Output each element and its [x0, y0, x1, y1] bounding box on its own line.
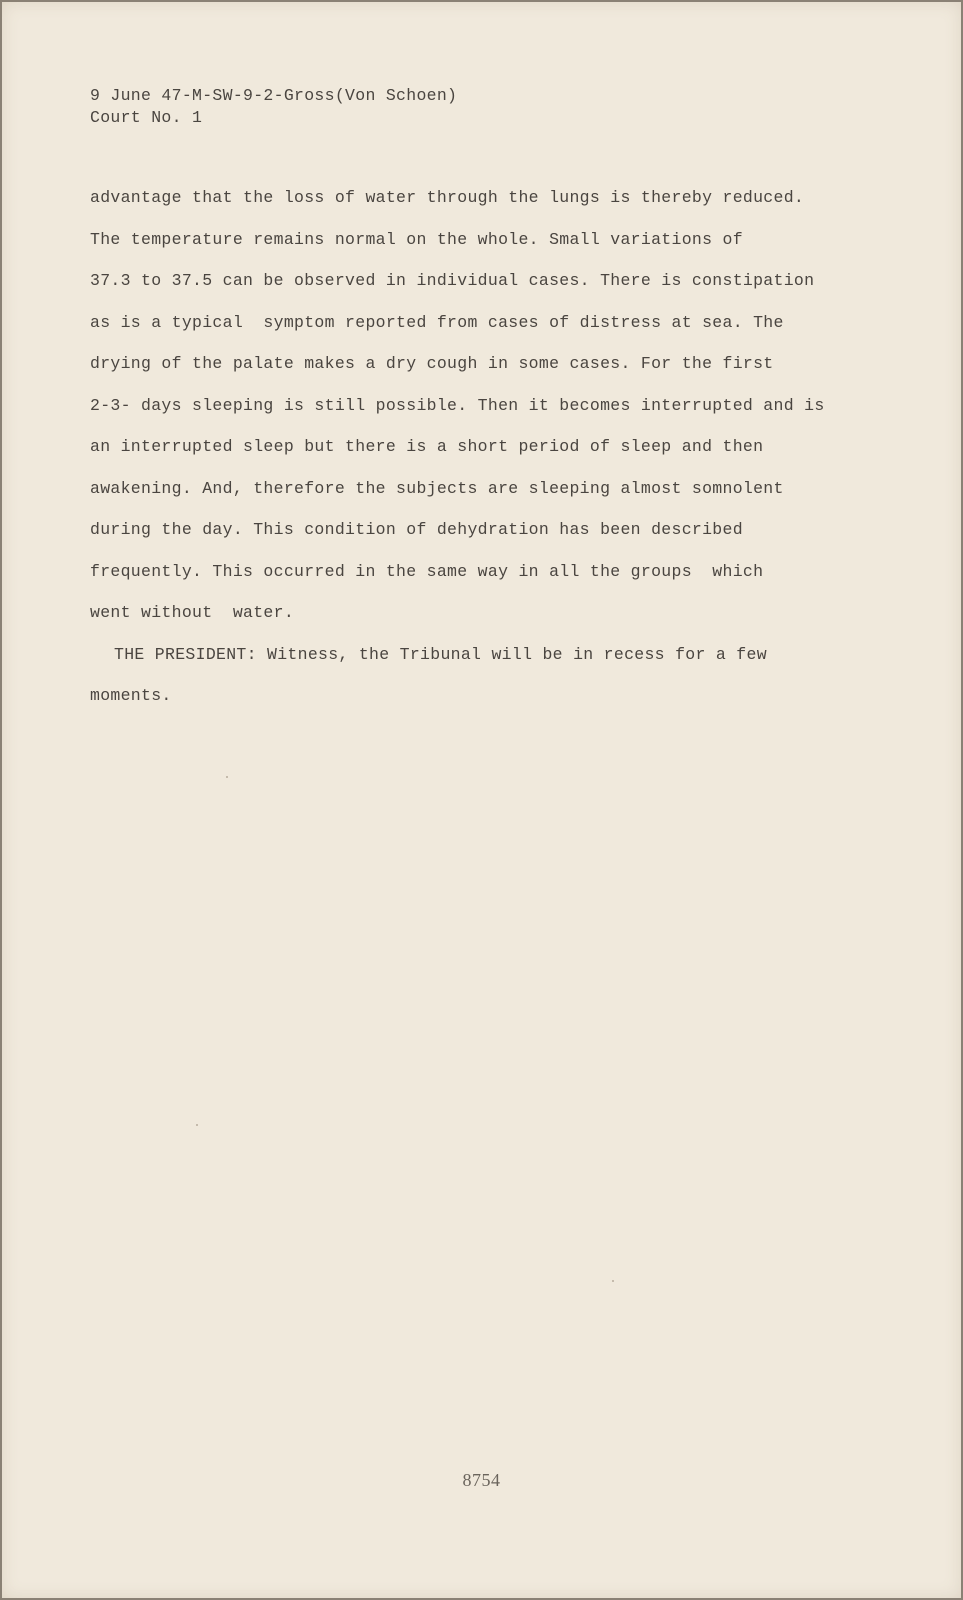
document-header: [90, 85, 457, 129]
transcript-line: 37.3 to 37.5 can be observed in individual cases. There is constipation: [90, 271, 815, 290]
page-number: 8754: [462, 1470, 501, 1490]
transcript-line: went without water.: [90, 603, 295, 622]
transcript-line: awakening. And, therefore the subjects are sleeping almost somnolent: [90, 478, 784, 498]
transcript-line: frequently. This occurred in the same way in all the groups which: [90, 561, 764, 581]
transcript-line: drying of the palate makes a dry cough in some cases. For the first: [90, 354, 774, 373]
transcript-body: [90, 186, 850, 726]
header-court-line: Court No. 1: [90, 108, 203, 127]
transcript-line: during the day. This condition of dehydration has been described: [90, 520, 743, 539]
paper-speck: [612, 1280, 614, 1282]
transcript-line: advantage that the loss of water through the lungs is thereby reduced.: [90, 188, 805, 207]
transcript-line: The temperature remains normal on the whole. Small variations of: [90, 229, 743, 249]
transcript-line: moments.: [90, 686, 172, 705]
paper-speck: [196, 1124, 198, 1126]
transcript-line: as is a typical symptom reported from cases of distress at sea. The: [90, 312, 784, 332]
paper-speck: [226, 776, 228, 778]
president-statement-line: THE PRESIDENT: Witness, the Tribunal will be in recess for a few: [114, 644, 767, 664]
transcript-line: 2-3- days sleeping is still possible. Then it becomes interrupted and is: [90, 395, 825, 415]
header-session-line: 9 June 47-M-SW-9-2-Gross(Von Schoen): [90, 86, 458, 105]
transcript-line: an interrupted sleep but there is a short period of sleep and then: [90, 437, 764, 456]
